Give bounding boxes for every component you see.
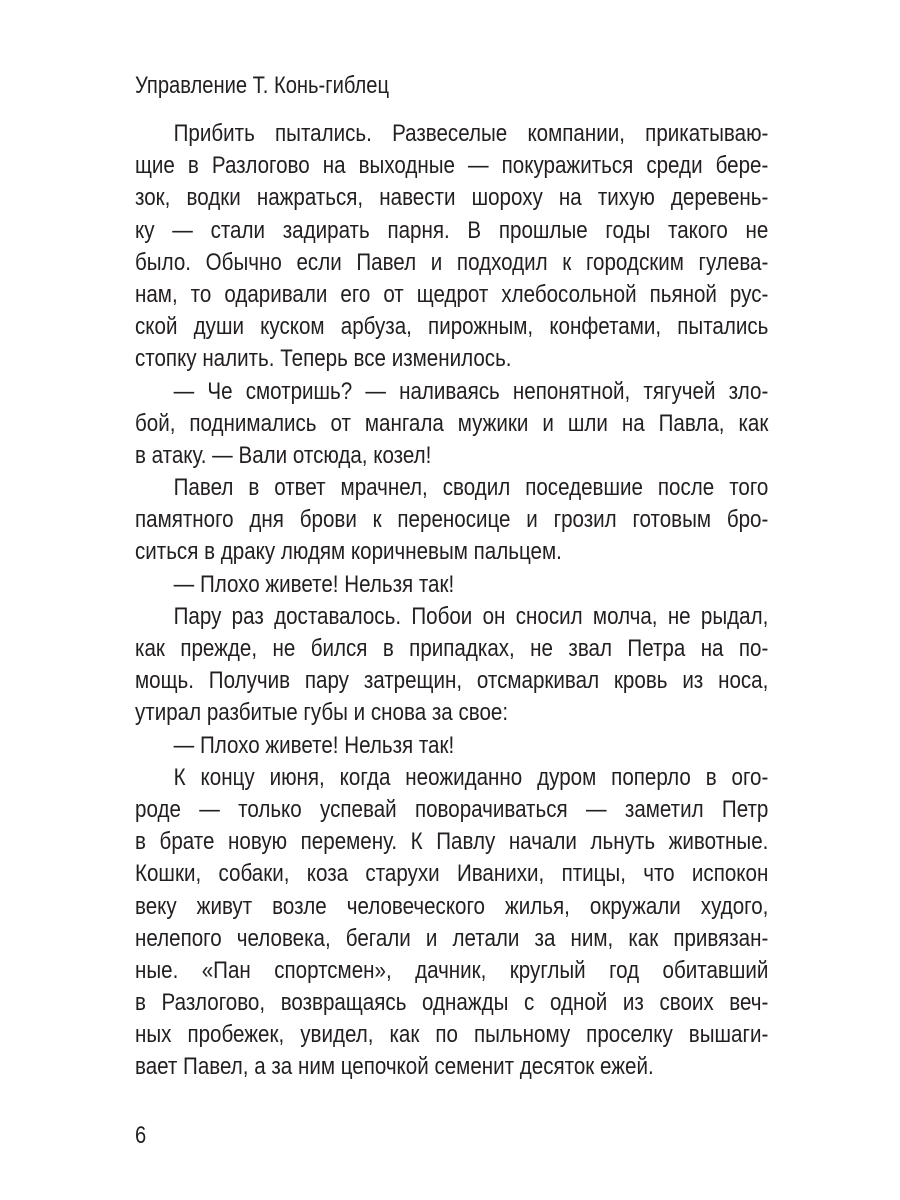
text-line: Павел в ответ мрачнел, сводил поседевшие после того	[173, 474, 769, 502]
text-line: щие в Разлогово на выходные — покуражиться среди бере-	[135, 152, 769, 180]
running-header: Управление Т. Конь-гиблец	[135, 72, 390, 99]
text-line: ных пробежек, увидел, как по пыльному проселку вышаги-	[135, 1021, 769, 1049]
text-line: нелепого человека, бегали и летали за ним, как привязан-	[135, 924, 769, 952]
page-body-text	[135, 118, 768, 1084]
text-line: стопку налить. Теперь все изменилось.	[135, 345, 512, 373]
text-line: нам, то одаривали его от щедрот хлебосольной пьяной рус-	[135, 280, 769, 308]
text-line: роде — только успевай поворачиваться — заметил Петр	[135, 795, 769, 823]
text-line: вает Павел, а за ним цепочкой семенит десяток ежей.	[135, 1053, 654, 1081]
text-line: Прибить пытались. Развеселые компании, прикатываю-	[173, 120, 769, 147]
text-line: — Че смотришь? — наливаясь непонятной, тягучей зло-	[173, 377, 769, 405]
text-line: было. Обычно если Павел и подходил к городским гулева-	[135, 248, 769, 276]
text-line: — Плохо живете! Нельзя так!	[173, 731, 455, 759]
text-line: веку живут возле человеческого жилья, окружали худого,	[135, 892, 769, 920]
text-line: Пару раз доставалось. Побои он сносил молча, не рыдал,	[173, 602, 769, 630]
text-line: бой, поднимались от мангала мужики и шли на Павла, как	[135, 409, 769, 437]
text-line: памятного дня брови к переносице и грозил готовым бро-	[135, 506, 769, 534]
text-line: К концу июня, когда неожиданно дуром поперло в ого-	[173, 763, 769, 791]
text-line: утирал разбитые губы и снова за свое:	[135, 699, 509, 727]
page-number: 6	[135, 1122, 147, 1149]
text-line: ку — стали задирать парня. В прошлые годы такого не	[135, 216, 769, 244]
text-line: Кошки, собаки, коза старухи Иванихи, птицы, что испокон	[135, 860, 769, 888]
text-line: в атаку. — Вали отсюда, козел!	[135, 441, 432, 469]
text-line: зок, водки нажраться, навести шороху на тихую деревень-	[135, 184, 769, 212]
text-line: — Плохо живете! Нельзя так!	[173, 570, 455, 598]
text-line: в Разлогово, возвращаясь однажды с одной из своих веч-	[135, 989, 769, 1017]
text-line: мощь. Получив пару затрещин, отсмаркивал кровь из носа,	[135, 667, 769, 695]
text-line: ситься в драку людям коричневым пальцем.	[135, 538, 562, 566]
text-line: как прежде, не бился в припадках, не звал Петра на по-	[135, 635, 769, 662]
text-line: в брате новую перемену. К Павлу начали льнуть животные.	[135, 828, 769, 856]
text-line: ные. «Пан спортсмен», дачник, круглый год обитавший	[135, 956, 769, 984]
text-line: ской души куском арбуза, пирожным, конфетами, пытались	[135, 313, 769, 341]
